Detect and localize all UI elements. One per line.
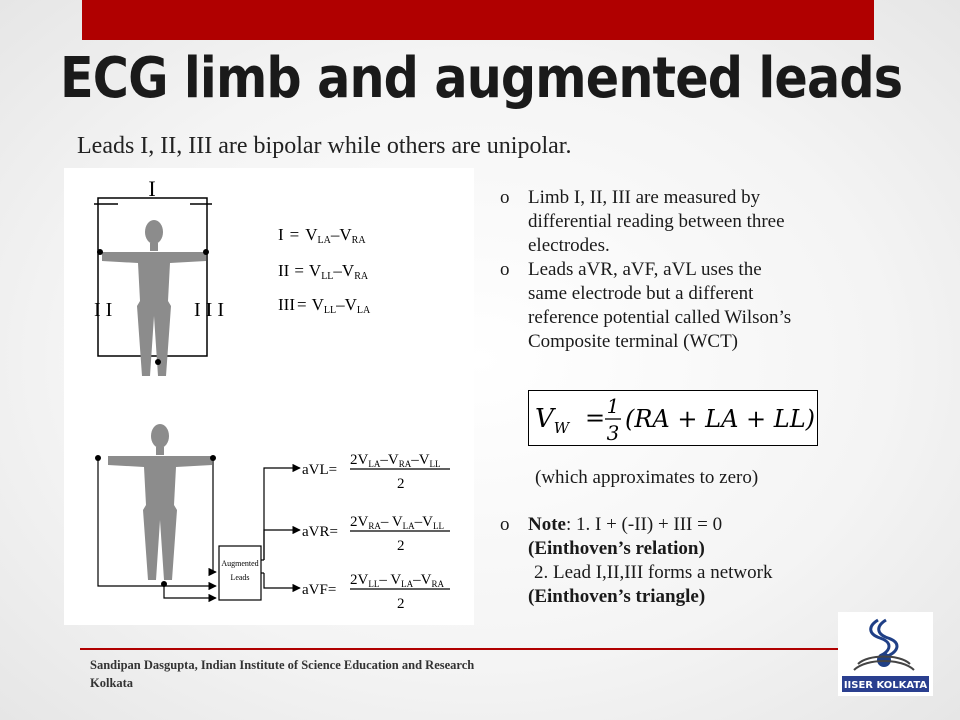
bullet-line: differential reading between three [528,211,785,232]
logo-mark [838,612,933,696]
aug-eq-avr [302,514,450,554]
svg-text:2: 2 [397,538,405,554]
note-line-2: (Einthoven’s relation) [528,538,705,559]
svg-text:2: 2 [397,476,405,492]
note-line-1 [498,513,878,537]
svg-text:2VLA–VRA–VLL: $2V_{LA}-V_{RA}-V_{LL}$ [350,452,441,469]
svg-text:=: = [585,404,606,432]
augmented-lead-wiring [98,458,300,598]
einthoven-note [498,513,878,609]
top-accent-bar [82,0,874,40]
limb-eq-i: I = VLA–VRA [278,225,366,246]
slide-title: ECG limb and augmented leads [60,46,903,111]
note-relation: : 1. I + (-II) + III = 0 [565,514,723,535]
bullet-line: reference potential called Wilson’s [528,307,792,328]
limb-lead-equations [278,225,371,316]
footer-credit: Sandipan Dasgupta, Indian Institute of Science Education and Research Kolkata [90,658,475,690]
svg-text:VW: $V_W$ [535,404,570,437]
human-figure-bottom [108,424,212,580]
limb-eq-iii: III = VLL–VLA [278,295,371,316]
ecg-diagram [64,168,474,625]
bullet-line: same electrode but a different [528,283,754,304]
note-label: Note [528,514,566,535]
bullet-augmented-leads [498,258,878,354]
bullet-line: Composite terminal (WCT) [528,331,739,352]
note-line-4: (Einthoven’s triangle) [528,586,706,607]
augmented-lead-equations [302,452,450,612]
svg-text:1: 1 [606,394,620,418]
bullet-marker: o [500,187,510,208]
logo-text: IISER KOLKATA [843,680,928,691]
ecg-lead-figure [64,168,474,625]
aug-eq-avf [302,572,450,612]
lead-iii-label: I I I [194,299,224,321]
lead-i-label: I [148,176,156,201]
svg-text:aVF=: aVF= [302,582,337,598]
bullet-list [498,186,878,354]
bullet-line: Leads aVR, aVF, aVL uses the [528,259,762,280]
svg-text:2: 2 [397,596,405,612]
bullet-marker: o [500,259,510,280]
slide-subtitle: Leads I, II, III are bipolar while others are unipolar. [77,133,572,159]
wct-formula-svg [529,391,817,445]
human-figure-top [102,220,206,376]
bullet-line: electrodes. [528,235,610,256]
bullet-limb-leads [498,186,878,258]
note-line-3: 2. Lead I,II,III forms a network [534,562,773,583]
lead-ii-label: I I [94,299,113,321]
wct-formula [528,390,818,446]
bullet-marker: o [500,514,510,535]
footer-divider [80,648,840,650]
bullet-line: Limb I, II, III are measured by [528,187,761,208]
svg-text:2VRA– VLA–VLL: $2V_{RA}-$ $V_{LA}-V_{LL}$ [350,514,445,531]
svg-text:3: 3 [606,421,620,445]
svg-text:2VLL– VLA–VRA: $2V_{LL}-$ $V_{LA}-V_{RA}$ [350,572,445,589]
aug-eq-avl [302,452,450,492]
approx-note: (which approximates to zero) [535,467,759,488]
iiser-kolkata-logo [838,612,933,696]
limb-eq-ii: II = VLL–VRA [278,261,369,282]
svg-text:(RA + LA + LL): (RA + LA + LL) [625,405,816,433]
augmented-box-label: Augmented Leads [221,559,259,582]
svg-text:aVR=: aVR= [302,524,338,540]
svg-text:aVL=: aVL= [302,462,338,478]
